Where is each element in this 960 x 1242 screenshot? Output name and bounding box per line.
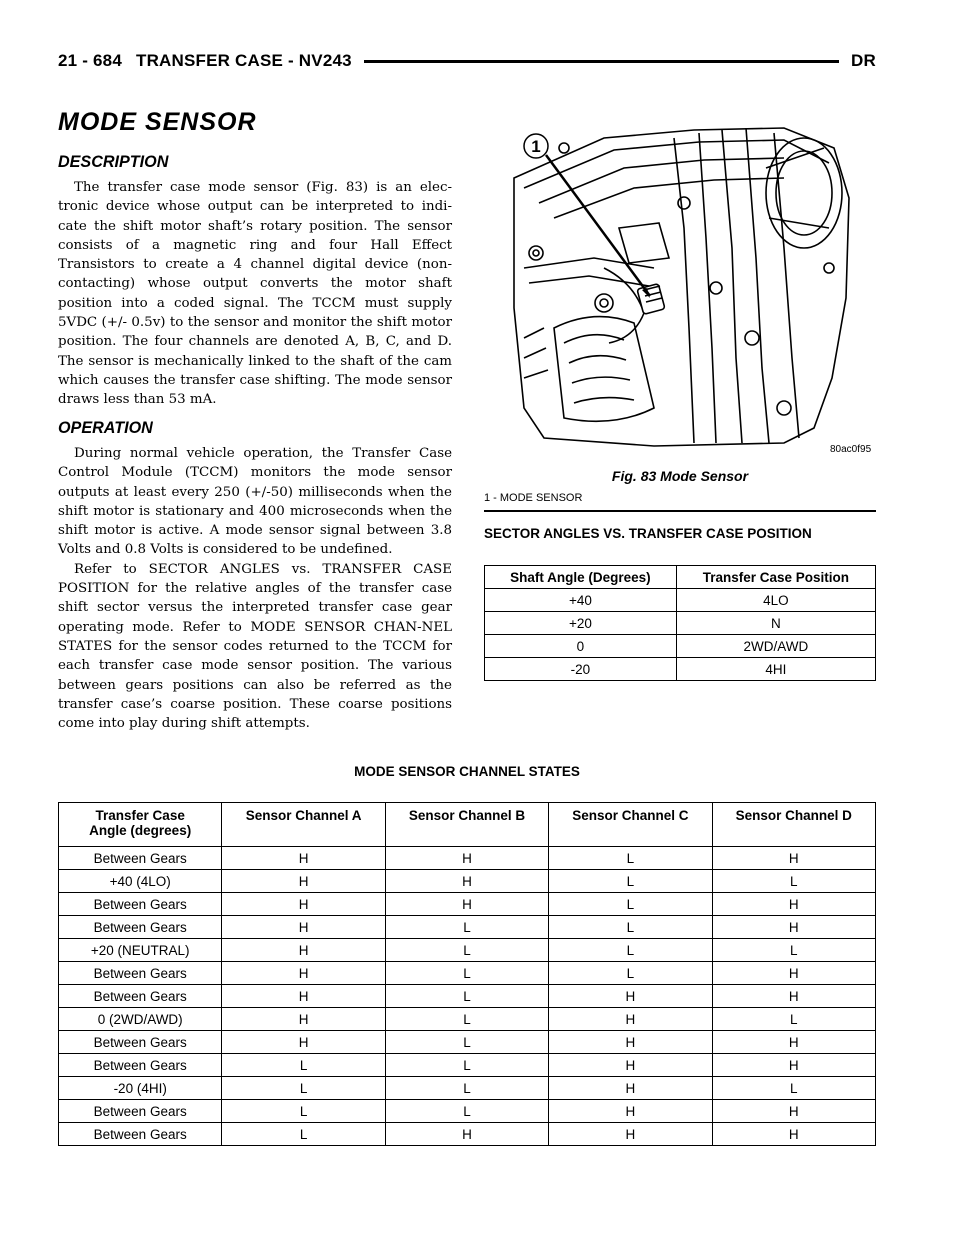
table-cell: H — [549, 1054, 712, 1077]
table-cell: H — [222, 962, 385, 985]
table-cell: -20 (4HI) — [59, 1077, 222, 1100]
table-cell: N — [676, 612, 875, 635]
table-cell: 4HI — [676, 658, 875, 681]
table-cell: L — [549, 962, 712, 985]
table-cell: L — [385, 916, 548, 939]
table-row — [59, 1031, 876, 1054]
table-cell: -20 — [485, 658, 677, 681]
description-heading: DESCRIPTION — [58, 152, 169, 171]
operation-heading: OPERATION — [58, 418, 153, 437]
table-cell: +20 — [485, 612, 677, 635]
operation-paragraph-1: During normal vehicle operation, the Transfer Case Control Module (TCCM) monitors the mode sensor outputs at least every 250 (+/-50) milliseconds when the shift motor is stationary and 400 microseconds when the shift motor is active. A mode sensor signal between 3.8 Volts and 0.8 Volts is considered to be undefined. — [58, 446, 452, 558]
table-cell: 2WD/AWD — [676, 635, 875, 658]
table-cell: Between Gears — [59, 893, 222, 916]
table-cell: L — [385, 962, 548, 985]
table-row — [59, 1054, 876, 1077]
table-cell: H — [712, 916, 875, 939]
table-cell: H — [222, 847, 385, 870]
table-row — [485, 589, 876, 612]
table-cell: H — [222, 870, 385, 893]
table-cell: H — [222, 893, 385, 916]
description-body: The transfer case mode sensor (Fig. 83) is an elec-tronic device whose output can be interpreted to indi-cate the shift motor shaft’s rotary position. The sensor consists of a magnetic ring and four Hall Effect Transistors to create a 4 channel digital device (non-contacting) whose output converts the motor shaft position into a coded signal. The TCCM must supply 5VDC (+/- 0.5v) to the sensor and monitor the shift motor position. The four channels are denoted A, B, C, and D. The sensor is mechanically linked to the shaft of the cam which causes the transfer case shifting. The mode sensor draws less than 53 mA. — [58, 180, 452, 408]
header-rule — [364, 60, 839, 63]
table-cell: L — [549, 916, 712, 939]
table-cell: L — [385, 1054, 548, 1077]
table-cell: H — [385, 847, 548, 870]
table-cell: L — [712, 1077, 875, 1100]
table-cell: L — [222, 1100, 385, 1123]
table-row — [59, 1123, 876, 1146]
table-cell: Between Gears — [59, 962, 222, 985]
table-cell: L — [712, 939, 875, 962]
table-row — [485, 612, 876, 635]
table-cell: H — [712, 1100, 875, 1123]
table-row — [59, 939, 876, 962]
table-cell: L — [549, 939, 712, 962]
table-cell: H — [549, 1008, 712, 1031]
table-cell: Between Gears — [59, 1123, 222, 1146]
table-cell: H — [222, 1031, 385, 1054]
column-header: Transfer Case Position — [676, 566, 875, 589]
column-header: Transfer Case Angle (degrees) — [59, 803, 222, 847]
table-row — [59, 893, 876, 916]
table-cell: H — [712, 985, 875, 1008]
table-row — [59, 962, 876, 985]
table-cell: Between Gears — [59, 985, 222, 1008]
column-header: Shaft Angle (Degrees) — [485, 566, 677, 589]
table-cell: H — [549, 1077, 712, 1100]
table-cell: L — [549, 870, 712, 893]
table-cell: Between Gears — [59, 1054, 222, 1077]
table-cell: +40 — [485, 589, 677, 612]
table-cell: H — [549, 1031, 712, 1054]
table-row — [485, 635, 876, 658]
column-header: Sensor Channel B — [385, 803, 548, 847]
channel-table-title: MODE SENSOR CHANNEL STATES — [354, 764, 580, 779]
table-cell: H — [549, 1123, 712, 1146]
table-cell: Between Gears — [59, 1100, 222, 1123]
table-cell: H — [712, 1054, 875, 1077]
table-cell: L — [549, 847, 712, 870]
figure-code: 80ac0f95 — [830, 444, 872, 455]
table-row — [59, 985, 876, 1008]
table-row — [59, 1008, 876, 1031]
page-number: 21 - 684 — [58, 51, 122, 70]
table-cell: L — [385, 1008, 548, 1031]
table-cell: 4LO — [676, 589, 875, 612]
figure-legend: 1 - MODE SENSOR — [484, 492, 583, 504]
table-cell: H — [222, 985, 385, 1008]
operation-paragraph-2: Refer to SECTOR ANGLES vs. TRANSFER CASE POSITION for the relative angles of the transfer case shift sector versus the interpreted transfer case gear operating mode. Refer to MODE SENSOR CHAN-NEL STATES for the sensor codes returned to the TCCM for each transfer case mode sensor position. The various between gears positions can also be referred as the transfer case’s coarse position. These coarse positions come into play during shift attempts. — [58, 561, 452, 732]
table-cell: L — [385, 939, 548, 962]
figure-rule — [484, 510, 876, 512]
page-header — [58, 46, 876, 76]
table-cell: L — [222, 1077, 385, 1100]
table-cell: L — [222, 1054, 385, 1077]
transfer-case-illustration — [484, 108, 876, 458]
operation-body — [58, 444, 452, 733]
table-cell: H — [549, 1100, 712, 1123]
table-cell: H — [385, 893, 548, 916]
table-cell: L — [549, 893, 712, 916]
table-cell: 0 (2WD/AWD) — [59, 1008, 222, 1031]
table-cell: H — [222, 1008, 385, 1031]
section-title: MODE SENSOR — [58, 108, 257, 136]
table-cell: L — [712, 1008, 875, 1031]
table-cell: L — [712, 870, 875, 893]
table-cell: H — [712, 1123, 875, 1146]
table-cell: H — [222, 939, 385, 962]
table-cell: L — [222, 1123, 385, 1146]
mode-sensor-figure — [484, 108, 876, 458]
sector-angles-table — [484, 565, 876, 681]
table-cell: H — [222, 916, 385, 939]
table-row — [59, 1077, 876, 1100]
table-cell: H — [712, 893, 875, 916]
column-header: Sensor Channel A — [222, 803, 385, 847]
table-cell: H — [712, 1031, 875, 1054]
table-cell: 0 — [485, 635, 677, 658]
table-cell: +20 (NEUTRAL) — [59, 939, 222, 962]
manual-code: DR — [851, 51, 876, 70]
table-cell: +40 (4LO) — [59, 870, 222, 893]
figure-caption: Fig. 83 Mode Sensor — [611, 468, 749, 484]
table-cell: L — [385, 1031, 548, 1054]
table-cell: H — [385, 1123, 548, 1146]
table-cell: H — [712, 847, 875, 870]
table-row — [59, 870, 876, 893]
table-cell: Between Gears — [59, 1031, 222, 1054]
table-cell: L — [385, 1100, 548, 1123]
table-cell: H — [712, 962, 875, 985]
table-row — [59, 916, 876, 939]
table-cell: H — [385, 870, 548, 893]
table-cell: Between Gears — [59, 916, 222, 939]
table-row — [59, 1100, 876, 1123]
table-header-row — [485, 566, 876, 589]
table-cell: L — [385, 1077, 548, 1100]
section-name: TRANSFER CASE - NV243 — [135, 51, 352, 70]
table-header-row — [59, 803, 876, 847]
table-row — [485, 658, 876, 681]
callout-number: 1 — [531, 137, 541, 156]
column-header: Sensor Channel C — [549, 803, 712, 847]
sector-table-title: SECTOR ANGLES VS. TRANSFER CASE POSITION — [484, 526, 812, 541]
table-cell: Between Gears — [59, 847, 222, 870]
table-cell: H — [549, 985, 712, 1008]
table-row — [59, 847, 876, 870]
channel-states-table — [58, 802, 876, 1146]
table-cell: L — [385, 985, 548, 1008]
column-header: Sensor Channel D — [712, 803, 875, 847]
